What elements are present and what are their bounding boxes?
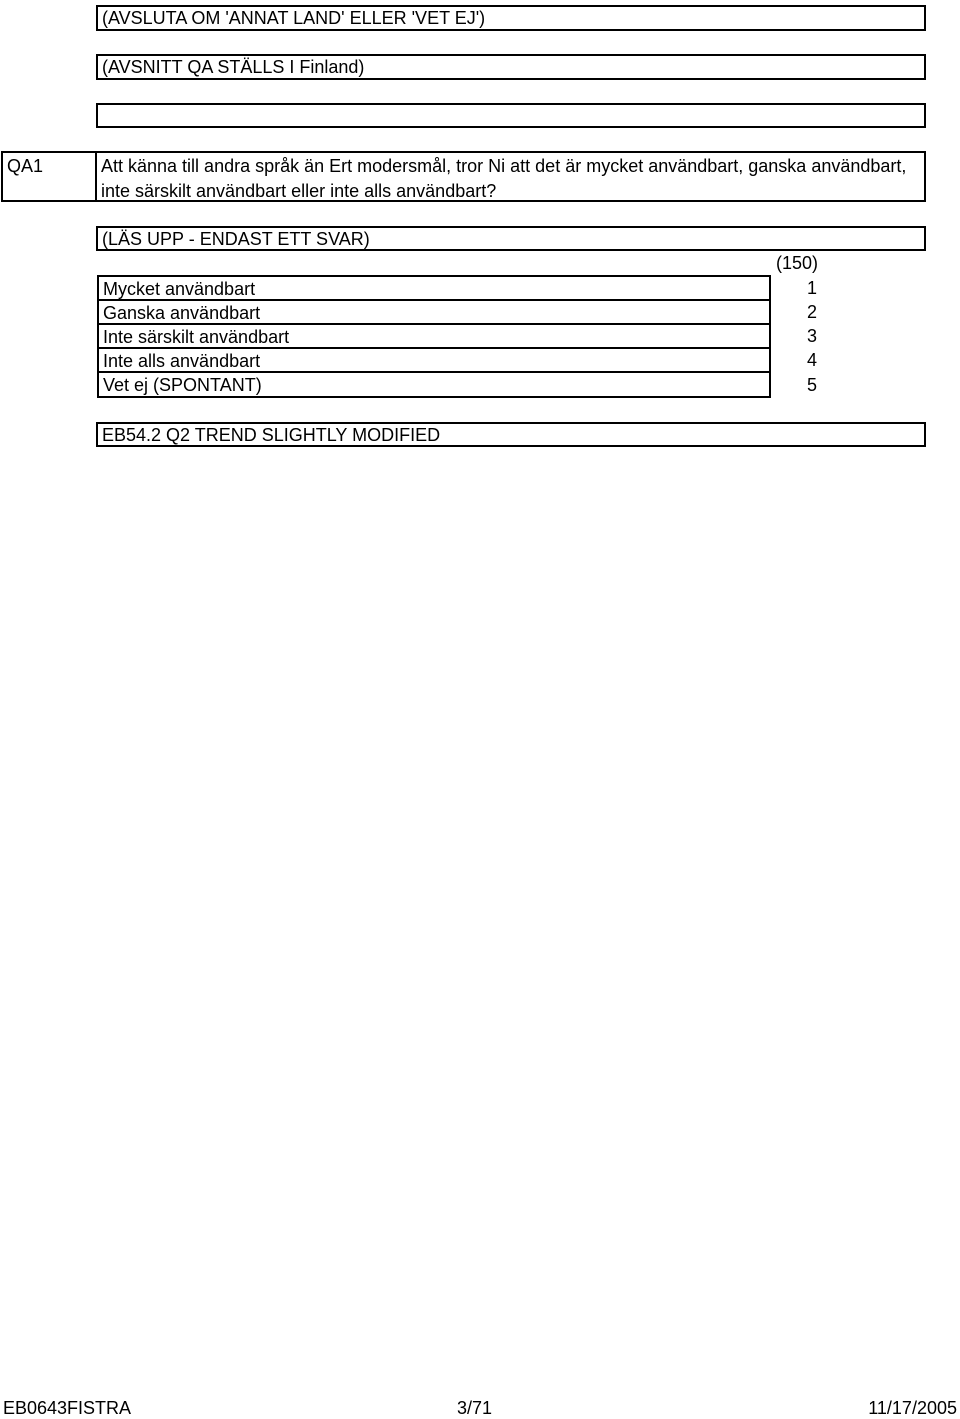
section-instruction: (AVSNITT QA STÄLLS I Finland): [96, 54, 926, 80]
footer-doc-id: EB0643FISTRA: [3, 1398, 132, 1418]
footer-page-number: 3/71: [457, 1398, 493, 1418]
option-code: 1: [806, 278, 817, 298]
option-label: Mycket användbart: [97, 275, 771, 301]
trend-note: EB54.2 Q2 TREND SLIGHTLY MODIFIED: [96, 422, 926, 447]
question-text: Att känna till andra språk än Ert modersmål, tror Ni att det är mycket användbart, ganska användbart, inte särskilt användbart eller inte alls användbart?: [95, 151, 926, 202]
read-out-instruction: (LÄS UPP - ENDAST ETT SVAR): [96, 226, 926, 251]
option-code: 4: [806, 350, 817, 370]
question-id: QA1: [1, 151, 97, 202]
option-label: Ganska användbart: [97, 301, 771, 325]
footer-date: 11/17/2005: [868, 1398, 957, 1418]
routing-instruction: (AVSLUTA OM 'ANNAT LAND' ELLER 'VET EJ'): [96, 5, 926, 31]
option-label: Vet ej (SPONTANT): [97, 373, 771, 398]
empty-instruction-box: [96, 103, 926, 128]
option-code: 2: [806, 302, 817, 322]
option-code: 3: [806, 326, 817, 346]
option-label: Inte särskilt användbart: [97, 325, 771, 349]
option-label: Inte alls användbart: [97, 349, 771, 373]
option-code: 5: [806, 375, 817, 395]
column-code: (150): [775, 253, 819, 273]
